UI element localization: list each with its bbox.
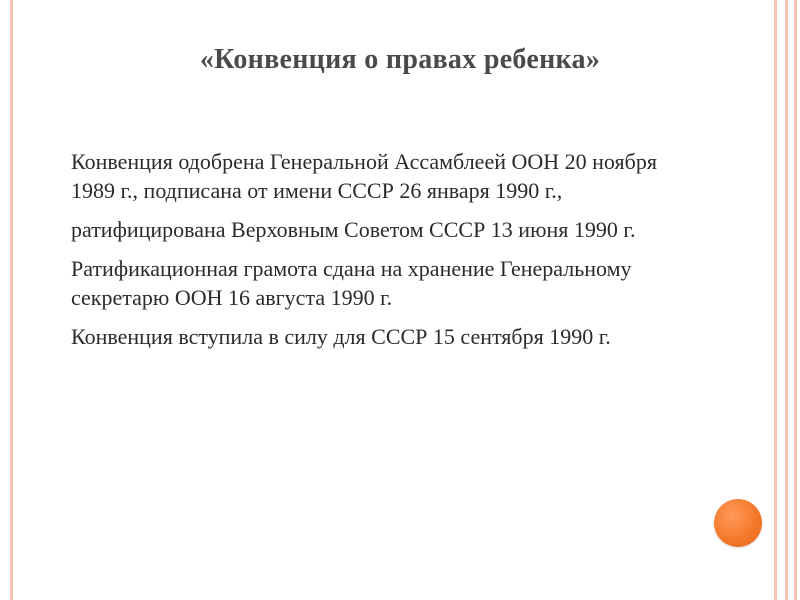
decor-stripe-inner (774, 0, 777, 600)
bullet-text: Ратификационная грамота сдана на хранение Генеральному секретарю ООН 16 августа 1990 г. (71, 256, 632, 310)
decor-stripe-outer (794, 0, 797, 600)
list-item (46, 215, 696, 244)
list-item (46, 322, 696, 351)
bullet-list (46, 147, 696, 361)
bullet-text: Конвенция одобрена Генеральной Ассамблеей ООН 20 ноября 1989 г., подписана от имени СССР 26 января 1990 г., (71, 149, 657, 203)
list-item (46, 147, 696, 205)
bullet-text: ратифицирована Верховным Советом СССР 13 июня 1990 г. (71, 217, 636, 242)
slide-title: «Конвенция о правах ребенка» (199, 44, 601, 75)
orange-circle-decoration (714, 499, 762, 547)
list-item (46, 254, 696, 312)
bullet-text: Конвенция вступила в силу для СССР 15 сентября 1990 г. (71, 324, 611, 349)
